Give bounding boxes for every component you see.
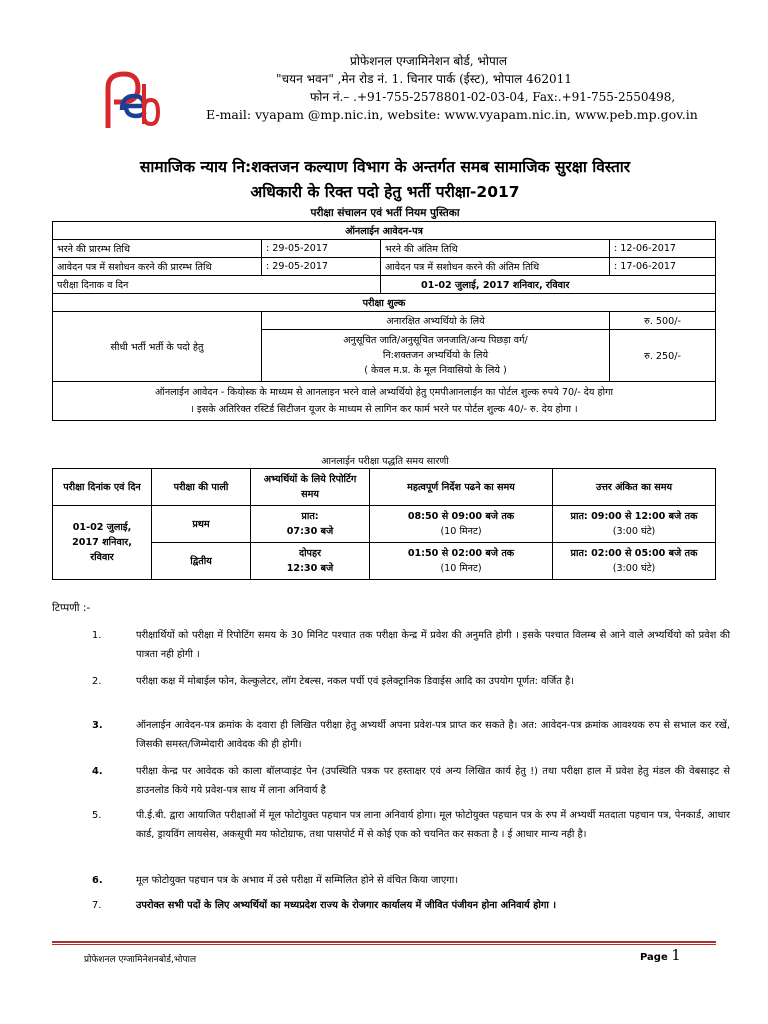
answer-duration: (3:00 घंटे) bbox=[612, 563, 656, 574]
note-number: 4. bbox=[92, 766, 103, 777]
note-number: 5. bbox=[92, 810, 102, 821]
note-number: 3. bbox=[92, 720, 103, 731]
answer-duration: (3:00 घंटे) bbox=[612, 526, 656, 537]
start-date-label: भरने की प्रारम्भ तिथि bbox=[53, 240, 262, 258]
answer-range: प्रात: 09:00 से 12:00 बजे तक bbox=[570, 511, 698, 522]
exam-date-label: परीक्षा दिनाक व दिन bbox=[53, 276, 381, 294]
page-label: Page bbox=[640, 952, 668, 963]
schedule-date-line1: 01-02 जुलाई, bbox=[72, 522, 132, 533]
shift-reporting-time bbox=[251, 543, 370, 580]
instruction-duration: (10 मिनट) bbox=[440, 526, 482, 537]
schedule-header: परीक्षा की पाली bbox=[152, 469, 251, 506]
fee-reserved-line1: अनुसूचित जाति/अनुसूचित जनजाति/अन्य पिछड़ा वर्ग/ bbox=[343, 335, 528, 346]
shift-answer-time bbox=[553, 506, 716, 543]
org-address: "चयन भवन" ,मेन रोड नं. 1. चिनार पार्क (ईस्ट), भोपाल 462011 bbox=[276, 72, 572, 86]
org-header bbox=[178, 52, 738, 124]
page-indicator bbox=[640, 946, 681, 964]
fee-note-line1: ऑनलाईन आवेदन - कियोस्क के माध्यम से आनलाइन भरने वाले अभ्यर्थियो हेतु एमपीआनलाईन का पोर्टल शुल्क रुपये 70/- देय होगा bbox=[155, 387, 613, 398]
note-text: परीक्षार्थियों को परीक्षा में रिपोटिंग समय के 30 मिनिट पश्चात तक परीक्षा केन्द्र में प्रवेश की अनुमति होगी । इसके पश्चात विलम्ब से आने वाले अभ्यर्थियो को प्रवेश की पात्रता नही होगी । bbox=[136, 630, 730, 660]
shift-name: द्वितीय bbox=[152, 543, 251, 580]
footer-rule bbox=[52, 941, 716, 943]
shift-answer-time bbox=[553, 543, 716, 580]
reporting-value: 07:30 बजे bbox=[286, 526, 334, 537]
note-text: मूल फोटोयुक्त पहचान पत्र के अभाव में उसे परीक्षा में सम्मिलित होने से वंचित किया जाएगा। bbox=[136, 875, 459, 886]
online-form-heading: ऑनलाईन आवेदन-पत्र bbox=[53, 222, 716, 240]
note-text: ऑनलाईन आवेदन-पत्र क्रमांक के दवारा ही लिखित परीक्षा हेतु अभ्यर्थी अपना प्रवेश-पत्र प्राप्त कर सकते है। अत: आवेदन-पत्र क्रमांक आवश्यक रुप से सभाल कर रखें, जिसकी समस्त/जिम्मेदारी आवेदक की ही होगी। bbox=[136, 720, 730, 750]
edit-start-label: आवेदन पत्र में सशोधन करने की प्रारम्भ तिथि bbox=[53, 258, 262, 276]
start-date-value: : 29-05-2017 bbox=[262, 240, 381, 258]
instruction-range: 01:50 से 02:00 बजे तक bbox=[407, 548, 515, 559]
reporting-value: 12:30 बजे bbox=[286, 563, 334, 574]
org-email-website: E-mail: vyapam @mp.nic.in, website: www.vyapam.nic.in, www.peb.mp.gov.in bbox=[206, 107, 698, 122]
schedule-header: महत्वपूर्ण निर्देश पढने का समय bbox=[370, 469, 553, 506]
fee-reserved-label bbox=[262, 330, 610, 382]
doc-subtitle: परीक्षा संचालन एवं भर्ती नियम पुस्तिका bbox=[310, 207, 460, 219]
schedule-date-line2: 2017 शनिवार, bbox=[72, 537, 132, 548]
fee-reserved-line3: ( केवल म.प्र. के मूल निवासियो के लिये ) bbox=[364, 365, 507, 376]
fee-reserved-amount: रु. 250/- bbox=[610, 330, 716, 382]
instruction-duration: (10 मिनट) bbox=[440, 563, 482, 574]
note-number: 6. bbox=[92, 875, 103, 886]
schedule-date-cell bbox=[53, 506, 152, 580]
edit-start-value: : 29-05-2017 bbox=[262, 258, 381, 276]
note-text: परीक्षा केन्द्र पर आवेदक को काला बॉलप्वाइंट पेन (उपस्थिति पत्रक पर हस्ताक्षर एवं अन्य लिखित कार्य हेतु !) तथा परीक्षा हाल में प्रवेश हेतु मंडल की वेबसाइट से डाउनलोड किये गये प्रवेश-पत्र साथ में लाना अनिवार्य है bbox=[136, 766, 730, 796]
end-date-value: : 12-06-2017 bbox=[610, 240, 716, 258]
fee-general-label: अनारक्षित अभ्यर्थियो के लिये bbox=[262, 312, 610, 330]
reporting-label: दोपहर bbox=[298, 548, 322, 559]
note-text: पी.ई.बी. द्वारा आयाजित परीक्षाओं में मूल फोटोयुक्त पहचान पत्र लाना अनिवार्य होगा। मूल फोटोयुक्त पहचान पत्र के रुप में अभ्यर्थी मतदाता पहचान पत्र, पेनकार्ड, आधार कार्ड, ड्रायविंग लायसेस, अकसूची मय फोटोग्राफ, तथा पासपोर्ट में से कोई एक को चयनित कर सकता है । ई आधार मान्य नही है। bbox=[136, 810, 730, 840]
schedule-table bbox=[52, 468, 716, 580]
edit-end-label: आवेदन पत्र में सशोधन करने की अंतिम तिथि bbox=[381, 258, 610, 276]
doc-title-line2: अधिकारी के रिक्त पदो हेतु भर्ती परीक्षा-2017 bbox=[250, 183, 520, 201]
note-number: 2. bbox=[92, 676, 102, 687]
page-number: 1 bbox=[671, 946, 681, 964]
org-name: प्रोफेशनल एग्जामिनेशन बोर्ड, भोपाल bbox=[350, 54, 508, 68]
schedule-header: उत्तर अंकित का समय bbox=[553, 469, 716, 506]
instruction-range: 08:50 से 09:00 बजे तक bbox=[407, 511, 515, 522]
note-number: 1. bbox=[92, 630, 102, 641]
end-date-label: भरने की अंतिम तिथि bbox=[381, 240, 610, 258]
note-text: परीक्षा कक्ष में मोबाईल फोन, केल्कुलेटर, लॉग टेबल्स, नकल पर्ची एवं इलेक्ट्रानिक डिवाईस आदि का उपयोग पूर्णत: वर्जित है। bbox=[136, 676, 574, 687]
shift-instruction-time bbox=[370, 506, 553, 543]
note-number: 7. bbox=[92, 900, 102, 911]
notes-heading: टिप्पणी :- bbox=[52, 602, 91, 614]
schedule-caption: आनलाईन परीक्षा पद्धति समय सारणी bbox=[321, 456, 449, 467]
edit-end-value: : 17-06-2017 bbox=[610, 258, 716, 276]
footer-org: प्रोफेशनल एग्जामिनेशनबोर्ड,भोपाल bbox=[84, 955, 197, 965]
reporting-label: प्रात: bbox=[301, 511, 319, 522]
fee-post-label: सीधी भर्ती भर्ती के पदो हेतु bbox=[53, 312, 262, 382]
shift-reporting-time bbox=[251, 506, 370, 543]
answer-range: प्रात: 02:00 से 05:00 बजे तक bbox=[570, 548, 698, 559]
application-table bbox=[52, 221, 716, 421]
footer-rule-thin bbox=[52, 944, 716, 945]
fee-reserved-line2: नि:शक्तजन अभ्यर्थियो के लिये bbox=[382, 350, 489, 361]
exam-date-value: 01-02 जुलाई, 2017 शनिवार, रविवार bbox=[381, 276, 716, 294]
doc-title-line1: सामाजिक न्याय नि:शक्तजन कल्याण विभाग के अन्तर्गत समब सामाजिक सुरक्षा विस्तार bbox=[139, 158, 631, 176]
org-phone: फोन नं.– .+91-755-2578801-02-03-04, Fax:.+91-755-2550498, bbox=[310, 90, 676, 104]
fee-portal-note bbox=[53, 382, 716, 421]
note-text: उपरोक्त सभी पदों के लिए अभ्यर्थियों का मध्यप्रदेश राज्य के रोजगार कार्यालय में जीवित पंजीयन होना अनिवार्य होगा । bbox=[136, 900, 557, 911]
shift-name: प्रथम bbox=[152, 506, 251, 543]
fee-general-amount: रु. 500/- bbox=[610, 312, 716, 330]
peb-logo bbox=[98, 66, 160, 134]
schedule-header: परीक्षा दिनांक एवं दिन bbox=[53, 469, 152, 506]
fee-note-line2: । इसके अतिरिक्त रस्टिर्ड सिटीजन यूजर के माध्यम से लागिन कर फार्म भरने पर पोर्टल शुल्क 40/- रु. देय होगा । bbox=[190, 404, 578, 415]
schedule-date-line3: रविवार bbox=[90, 552, 114, 563]
schedule-header: अभ्यर्थियों के लिये रिपोर्टिग समय bbox=[251, 469, 370, 506]
shift-instruction-time bbox=[370, 543, 553, 580]
fee-heading: परीक्षा शुल्क bbox=[53, 294, 716, 312]
